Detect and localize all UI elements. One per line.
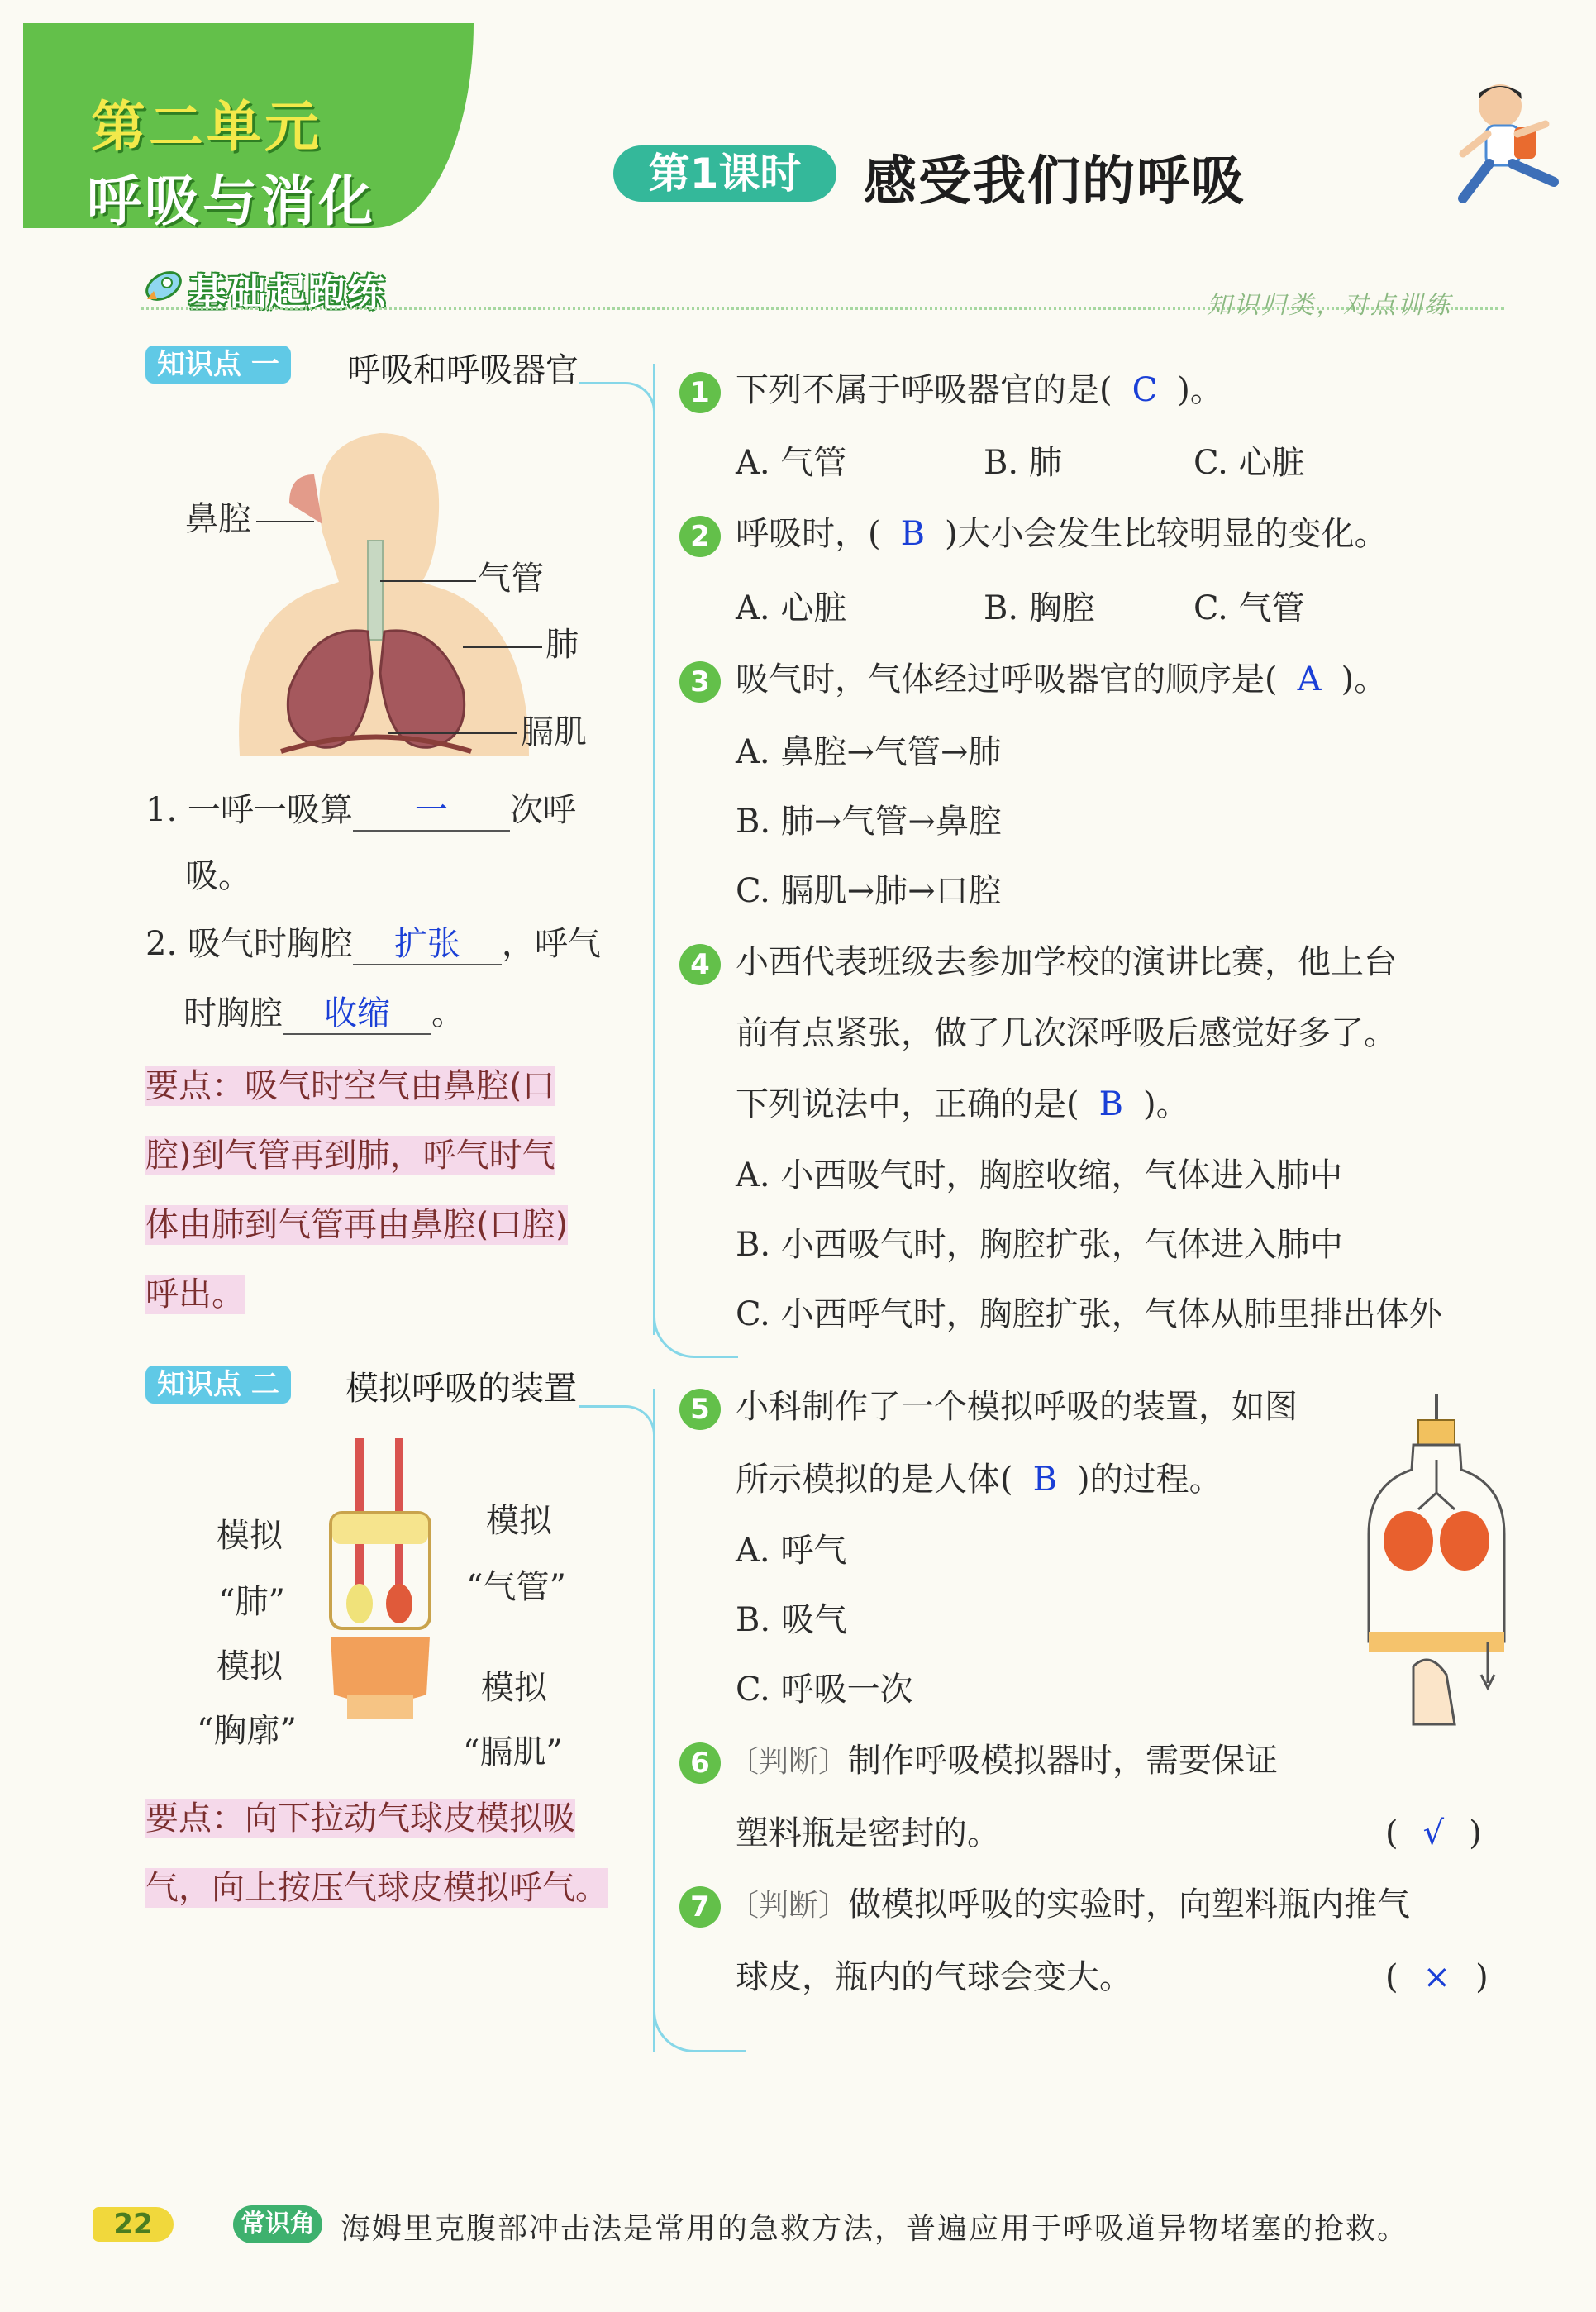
leader-line [380,580,476,582]
figure-label-chest-a: 模拟 [217,1647,283,1685]
option: B. 吸气 [736,1601,847,1639]
question-frame [653,1389,746,2052]
fill-question-2 [145,924,601,965]
question-number: 2 [679,516,721,557]
option: A. 气管 [736,444,847,482]
question-text: 呼吸时，( [736,515,881,553]
question-stem [729,1741,1278,1780]
question-number: 3 [679,661,721,703]
tip-text: 海姆里克腹部冲击法是常用的急救方法，普遍应用于呼吸道异物堵塞的抢救。 [341,2212,1409,2246]
option: C. 膈肌→肺→口腔 [736,872,1002,910]
answer: × [1422,1958,1451,1996]
question-text: 次呼 [509,791,576,829]
answer: C [1131,371,1158,409]
answer-bracket: ( √ ) [1385,1814,1482,1852]
answer-blank: 收缩 [283,994,431,1035]
question-text: 下列说法中，正确的是( [736,1085,1079,1123]
knowledge-point-title: 模拟呼吸的装置 [345,1370,577,1408]
question-text: 吸气时，气体经过呼吸器官的顺序是( [736,660,1278,698]
key-point-line: 要点：吸气时空气由鼻腔(口 [145,1067,555,1105]
question-stem: 小科制作了一个模拟呼吸的装置，如图 [736,1388,1298,1426]
figure-label-lung-a: 模拟 [217,1517,283,1555]
question-text: )大小会发生比较明显的变化。 [945,515,1388,553]
knowledge-point-tag: 知识点 二 [145,1366,291,1404]
option: A. 呼气 [736,1532,847,1570]
answer: √ [1422,1814,1445,1852]
figure-label-lung-b: “肺” [218,1583,285,1621]
question-stem [736,514,1388,554]
question-text: 2. 吸气时胸腔 [145,925,353,963]
key-point-line: 要点：向下拉动气球皮模拟吸 [145,1800,575,1838]
answer: B [1098,1085,1124,1123]
question-text: ，呼气 [501,925,601,963]
question-stem: 小西代表班级去参加学校的演讲比赛，他上台 [736,943,1397,981]
figure-label-trachea-a: 模拟 [486,1502,552,1540]
judge-tag: 〔判断〕 [729,1889,849,1923]
question-text: 1. 一呼一吸算 [145,791,353,829]
page-number: 22 [93,2207,174,2242]
leader-line [463,646,542,648]
answer: A [1297,660,1322,698]
option: C. 心脏 [1193,444,1305,482]
question-frame [653,364,738,1358]
answer: B [900,515,926,553]
rocket-icon [142,263,185,309]
knowledge-frame [579,1405,655,2052]
running-boy-illustration [1438,74,1579,215]
option: C. 气管 [1193,589,1305,627]
question-text: 。 [431,994,465,1032]
judge-tag: 〔判断〕 [729,1745,849,1779]
lesson-title: 感受我们的呼吸 [864,151,1246,212]
question-number: 4 [679,944,721,985]
question-stem [736,660,1387,699]
question-text: )。 [1341,660,1388,698]
unit-title: 第二单元 [91,95,322,159]
question-stem [736,1460,1222,1499]
option: A. 鼻腔→气管→肺 [736,733,1002,771]
section-note: 知识归类，对点训练 [1207,291,1452,320]
figure-label-diaphragm-b: “膈肌” [463,1733,563,1771]
question-stem [729,1885,1410,1924]
fill-question-2-line2 [183,994,465,1035]
question-stem: 前有点紧张，做了几次深呼吸后感觉好多了。 [736,1014,1397,1052]
question-text: )的过程。 [1077,1461,1222,1499]
option: C. 小西呼气时，胸腔扩张，气体从肺里排出体外 [736,1295,1442,1333]
question-text: 时胸腔 [183,994,283,1032]
question-number: 6 [679,1742,721,1784]
option: B. 肺 [984,444,1062,482]
option: C. 呼吸一次 [736,1671,913,1709]
tip-tag: 常识角 [233,2205,322,2243]
option: B. 胸腔 [984,589,1095,627]
figure-label-lung: 肺 [545,626,579,664]
figure-label-diaphragm: 膈肌 [521,713,587,751]
question-text: 下列不属于呼吸器官的是( [736,371,1112,409]
question-text: 所示模拟的是人体( [736,1461,1013,1499]
knowledge-point-tag: 知识点 一 [145,346,291,384]
key-point-line: 体由肺到气管再由鼻腔(口腔) [145,1206,569,1244]
answer-blank: 扩张 [353,924,502,965]
question-text: )。 [1177,371,1223,409]
answer: B [1032,1461,1058,1499]
question-stem [736,370,1223,410]
option: A. 心脏 [736,589,847,627]
answer-blank: 一 [353,790,510,832]
question-stem: 球皮，瓶内的气球会变大。 [736,1958,1132,1996]
leader-line [388,732,517,734]
question-number: 7 [679,1886,721,1928]
section-label: 基础起跑练 [188,270,387,315]
knowledge-point-title: 呼吸和呼吸器官 [347,351,579,389]
question-stem [736,1084,1189,1124]
question-text: 做模拟呼吸的实验时，向塑料瓶内推气 [848,1885,1411,1923]
key-point-line: 腔)到气管再到肺，呼气时气 [145,1137,555,1175]
question-text: )。 [1143,1085,1189,1123]
question-number: 1 [679,372,721,413]
bottle-model-figure [1364,1394,1513,1733]
key-point-line: 气，向上按压气球皮模拟呼气。 [145,1869,608,1907]
question-text: 制作呼吸模拟器时，需要保证 [848,1742,1279,1780]
unit-subtitle: 呼吸与消化 [87,169,376,233]
figure-label-nasal: 鼻腔 [185,500,251,538]
option: B. 小西吸气时，胸腔扩张，气体进入肺中 [736,1226,1343,1264]
breathing-model-figure [314,1438,446,1736]
fill-question-1 [145,790,576,832]
key-point-line: 呼出。 [145,1275,245,1313]
option: A. 小西吸气时，胸腔收缩，气体进入肺中 [736,1156,1343,1194]
question-number: 5 [679,1389,721,1430]
figure-label-trachea: 气管 [478,560,544,598]
leader-line [256,521,314,522]
figure-label-chest-b: “胸廓” [197,1712,297,1750]
option: B. 肺→气管→鼻腔 [736,803,1002,841]
knowledge-frame [579,382,655,1335]
fill-question-1-tail: 吸。 [185,857,251,895]
question-stem: 塑料瓶是密封的。 [736,1814,1000,1852]
figure-label-trachea-b: “气管” [466,1568,566,1606]
answer-bracket: ( × ) [1385,1958,1489,1996]
figure-label-diaphragm-a: 模拟 [481,1669,547,1707]
lesson-tag: 第1课时 [613,145,836,202]
